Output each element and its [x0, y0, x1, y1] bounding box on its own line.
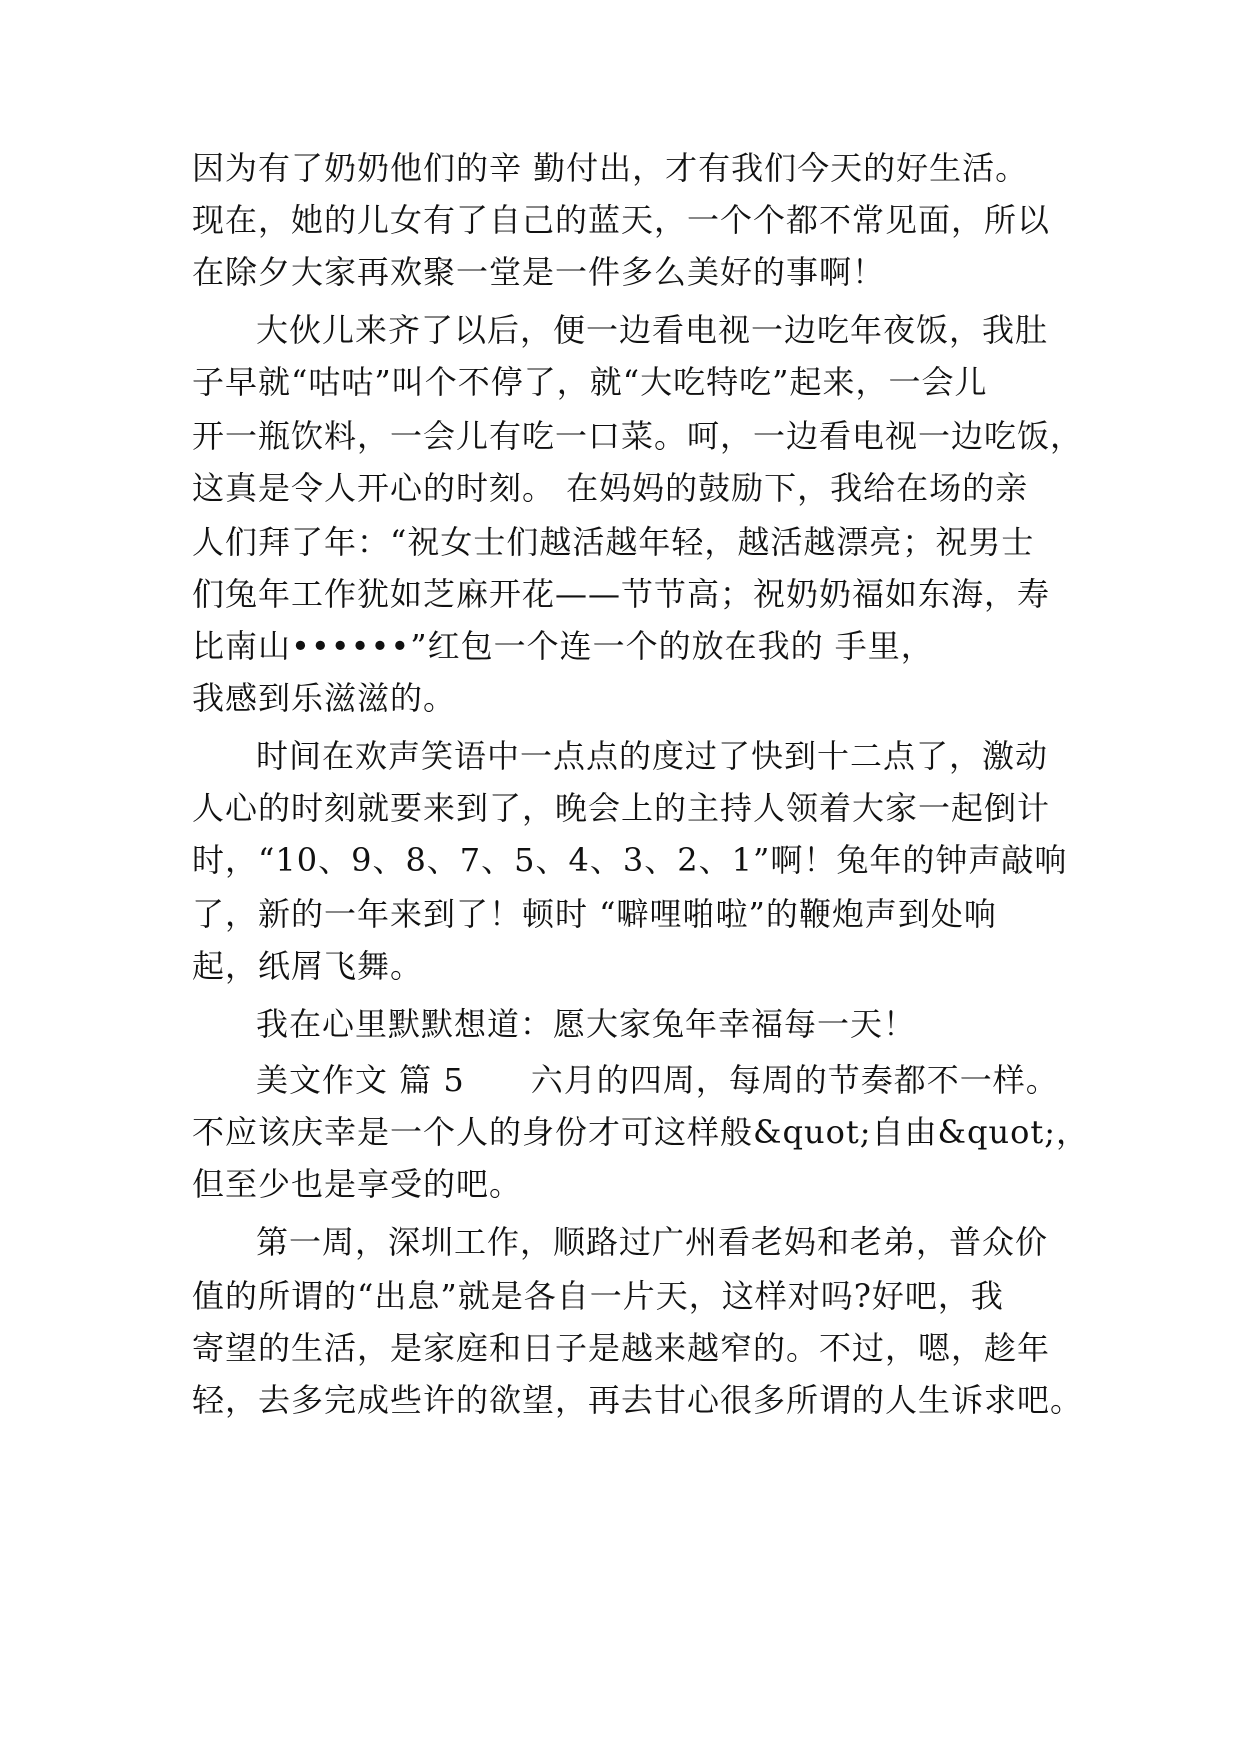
text-line: 在除夕大家再欢聚一堂是一件多么美好的事啊！ [192, 253, 886, 291]
text-line: 人们拜了年：“祝女士们越活越年轻，越活越漂亮；祝男士 [192, 523, 1035, 561]
text-line: 时，“10、9、8、7、5、4、3、2、1”啊！兔年的钟声敲响 [192, 841, 1068, 879]
section-heading-line: 美文作文 篇 5 六月的四周，每周的节奏都不一样。 [256, 1061, 1059, 1099]
text-line: 轻，去多完成些许的欲望，再去甘心很多所谓的人生诉求吧。 [192, 1381, 1084, 1419]
text-line: 值的所谓的“出息”就是各自一片天，这样对吗?好吧，我 [192, 1277, 1004, 1315]
text-line: 但至少也是享受的吧。 [192, 1165, 523, 1203]
text-line: 寄望的生活，是家庭和日子是越来越窄的。不过，嗯，趁年 [192, 1329, 1051, 1367]
text-line: 们兔年工作犹如芝麻开花——节节高；祝奶奶福如东海，寿 [192, 575, 1051, 613]
text-line: 起，纸屑飞舞。 [192, 947, 424, 985]
text-line: 比南山••••••”红包一个连一个的放在我的 手里， [192, 627, 934, 665]
text-line: 现在，她的儿女有了自己的蓝天，一个个都不常见面，所以 [192, 201, 1051, 239]
paragraph-first-line: 我在心里默默想道：愿大家兔年幸福每一天！ [256, 1005, 917, 1043]
text-line: 这真是令人开心的时刻。 在妈妈的鼓励下，我给在场的亲 [192, 469, 1029, 507]
text-line: 子早就“咕咕”叫个不停了，就“大吃特吃”起来，一会儿 [192, 363, 988, 401]
text-line: 我感到乐滋滋的。 [192, 679, 457, 717]
paragraph-first-line: 大伙儿来齐了以后，便一边看电视一边吃年夜饭，我肚 [256, 311, 1049, 349]
paragraph-first-line: 第一周，深圳工作，顺路过广州看老妈和老弟，普众价 [256, 1223, 1049, 1261]
text-line: 因为有了奶奶他们的辛 勤付出，才有我们今天的好生活。 [192, 149, 1029, 187]
text-line: 开一瓶饮料，一会儿有吃一口菜。呵，一边看电视一边吃饭， [192, 417, 1084, 455]
paragraph-first-line: 时间在欢声笑语中一点点的度过了快到十二点了，激动 [256, 737, 1049, 775]
text-line: 了，新的一年来到了！顿时 “噼哩啪啦”的鞭炮声到处响 [192, 895, 997, 933]
text-line: 不应该庆幸是一个人的身份才可这样般&quot;自由&quot;， [192, 1113, 1089, 1151]
text-line: 人心的时刻就要来到了，晚会上的主持人领着大家一起倒计 [192, 789, 1051, 827]
